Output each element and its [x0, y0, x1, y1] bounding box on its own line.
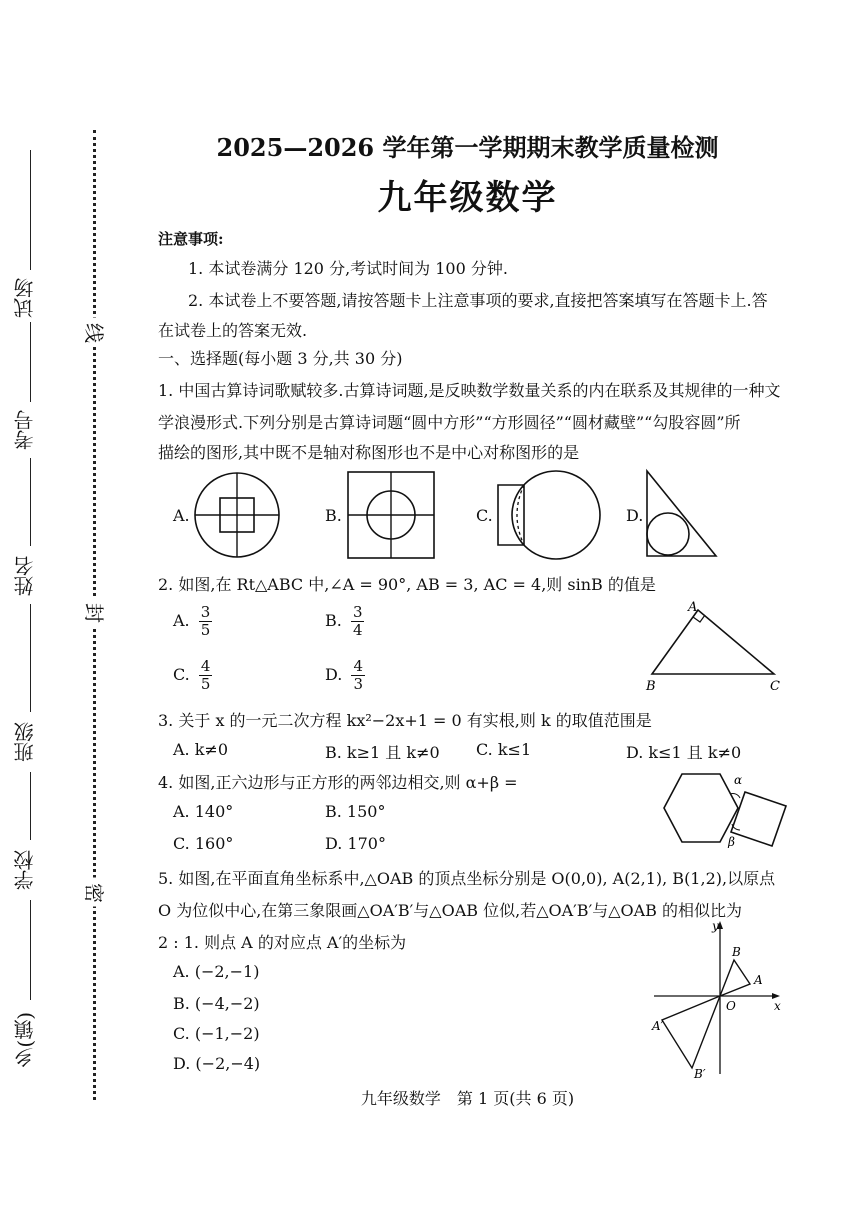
q1-option-c-label: C.: [476, 506, 493, 525]
field-line-township: [30, 900, 31, 1000]
q2-option-d-label: D.: [325, 665, 343, 684]
field-line-name: [30, 458, 31, 546]
q2-option-c: [173, 658, 212, 693]
q2-label-b: B: [646, 679, 656, 694]
q5-coordinate-figure: [648, 916, 788, 1080]
q2-label-a: A: [688, 600, 698, 615]
section-heading: 一、选择题(每小题 3 分,共 30 分): [158, 349, 403, 368]
field-label-exam-number: 考号: [13, 410, 37, 450]
field-label-name: 姓名: [13, 556, 37, 596]
q5-label-x: x: [774, 999, 781, 1013]
q5-line3: 2 : 1. 则点 A 的对应点 A′的坐标为: [158, 933, 407, 952]
q4-stem: 4. 如图,正六边形与正方形的两邻边相交,则 α+β =: [158, 773, 518, 792]
q4-option-a: A. 140°: [173, 802, 234, 821]
q5-label-y: y: [712, 919, 719, 933]
field-label-township: 乡(镇): [13, 1012, 37, 1068]
q1-figure-b: [346, 470, 436, 560]
q4-option-b: B. 150°: [325, 802, 386, 821]
q2-option-a-fraction: [199, 604, 213, 639]
q5-line1: 5. 如图,在平面直角坐标系中,△OAB 的顶点坐标分别是 O(0,0), A(2,1), B(1,2),以原点: [158, 869, 776, 888]
q2-option-d-den: 3: [353, 675, 363, 693]
q5-line2: O 为位似中心,在第三象限画△OA′B′与△OAB 位似,若△OA′B′与△OAB 的相似比为: [158, 901, 743, 920]
q2-option-b-label: B.: [325, 611, 342, 630]
q2-option-b-num: 3: [352, 603, 363, 621]
subject-title: 九年级数学: [377, 178, 558, 218]
q5-label-b-prime: B′: [694, 1067, 706, 1080]
q1-line2: 学浪漫形式.下列分别是古算诗词题“圆中方形”“方形圆径”“圆材藏壁”“勾股容圆”所: [158, 413, 741, 432]
q5-option-c: C. (−1,−2): [173, 1024, 260, 1043]
page-footer: 九年级数学 第 1 页(共 6 页): [360, 1089, 575, 1108]
q1-option-a-label: A.: [173, 506, 190, 525]
notice-heading: 注意事项:: [158, 230, 224, 248]
q2-option-a: [173, 604, 212, 639]
q4-hexagon-square-figure: [658, 768, 792, 848]
seal-char-secret: 密: [83, 878, 107, 907]
seal-char-seal: 封: [83, 598, 107, 627]
seal-char-line: 线: [83, 318, 107, 347]
q1-option-b-label: B.: [325, 506, 342, 525]
field-label-class: 班级: [13, 722, 37, 762]
q2-option-b-fraction: [351, 604, 365, 639]
exam-title: 2025—2026 学年第一学期期末教学质量检测: [216, 133, 719, 162]
q2-option-a-den: 5: [200, 621, 211, 639]
q4-option-d: D. 170°: [325, 834, 386, 853]
q5-label-a: A: [754, 973, 763, 987]
q2-option-b-den: 4: [352, 621, 363, 639]
q2-option-d: [325, 658, 365, 693]
field-line-school: [30, 772, 31, 840]
notice-item-2-line2: 在试卷上的答案无效.: [158, 321, 308, 340]
q4-label-beta: β: [728, 835, 735, 848]
q2-option-d-num: 4: [353, 657, 363, 675]
q2-option-d-fraction: [351, 658, 365, 693]
q4-label-alpha: α: [734, 773, 743, 787]
q5-label-a-prime: A′: [652, 1019, 664, 1033]
field-line-class: [30, 604, 31, 712]
q3-stem: 3. 关于 x 的一元二次方程 kx²−2x+1 = 0 有实根,则 k 的取值范围是: [158, 711, 652, 730]
q2-stem: 2. 如图,在 Rt△ABC 中,∠A = 90°, AB = 3, AC = 4,则 sinB 的值是: [158, 575, 656, 594]
q2-label-c: C: [770, 679, 780, 694]
notice-item-2-line1: 2. 本试卷上不要答题,请按答题卡上注意事项的要求,直接把答案填写在答题卡上.答: [188, 291, 768, 310]
q5-option-a: A. (−2,−1): [173, 962, 260, 981]
q1-line1: 1. 中国古算诗词歌赋较多.古算诗词题,是反映数学数量关系的内在联系及其规律的一种文: [158, 381, 781, 400]
q4-option-c: C. 160°: [173, 834, 234, 853]
field-label-exam-room: 试场: [13, 278, 37, 318]
q1-option-d-label: D.: [626, 506, 644, 525]
q5-label-b: B: [732, 945, 741, 959]
q1-figure-d: [644, 468, 720, 560]
q5-option-b: B. (−4,−2): [173, 994, 260, 1013]
q5-option-d: D. (−2,−4): [173, 1054, 261, 1073]
q2-option-c-den: 5: [200, 675, 211, 693]
q2-option-c-fraction: [199, 658, 213, 693]
q2-option-b: [325, 604, 364, 639]
q5-label-o: O: [726, 999, 736, 1013]
field-line-exam-number: [30, 322, 31, 402]
notice-item-1: 1. 本试卷满分 120 分,考试时间为 100 分钟.: [188, 259, 508, 278]
q1-figure-c: [494, 470, 604, 562]
q3-option-b: B. k≥1 且 k≠0: [325, 743, 440, 762]
q3-option-c: C. k≤1: [476, 740, 532, 759]
q2-option-c-label: C.: [173, 665, 190, 684]
q2-option-a-num: 3: [200, 603, 211, 621]
q3-option-a: A. k≠0: [173, 740, 229, 759]
q2-option-c-num: 4: [200, 657, 211, 675]
q2-triangle-figure: [640, 598, 790, 694]
q2-option-a-label: A.: [173, 611, 190, 630]
q3-option-d: D. k≤1 且 k≠0: [626, 743, 742, 762]
field-label-school: 学校: [13, 850, 37, 890]
q1-figure-a: [192, 470, 282, 560]
q1-line3: 描绘的图形,其中既不是轴对称图形也不是中心对称图形的是: [158, 443, 580, 462]
